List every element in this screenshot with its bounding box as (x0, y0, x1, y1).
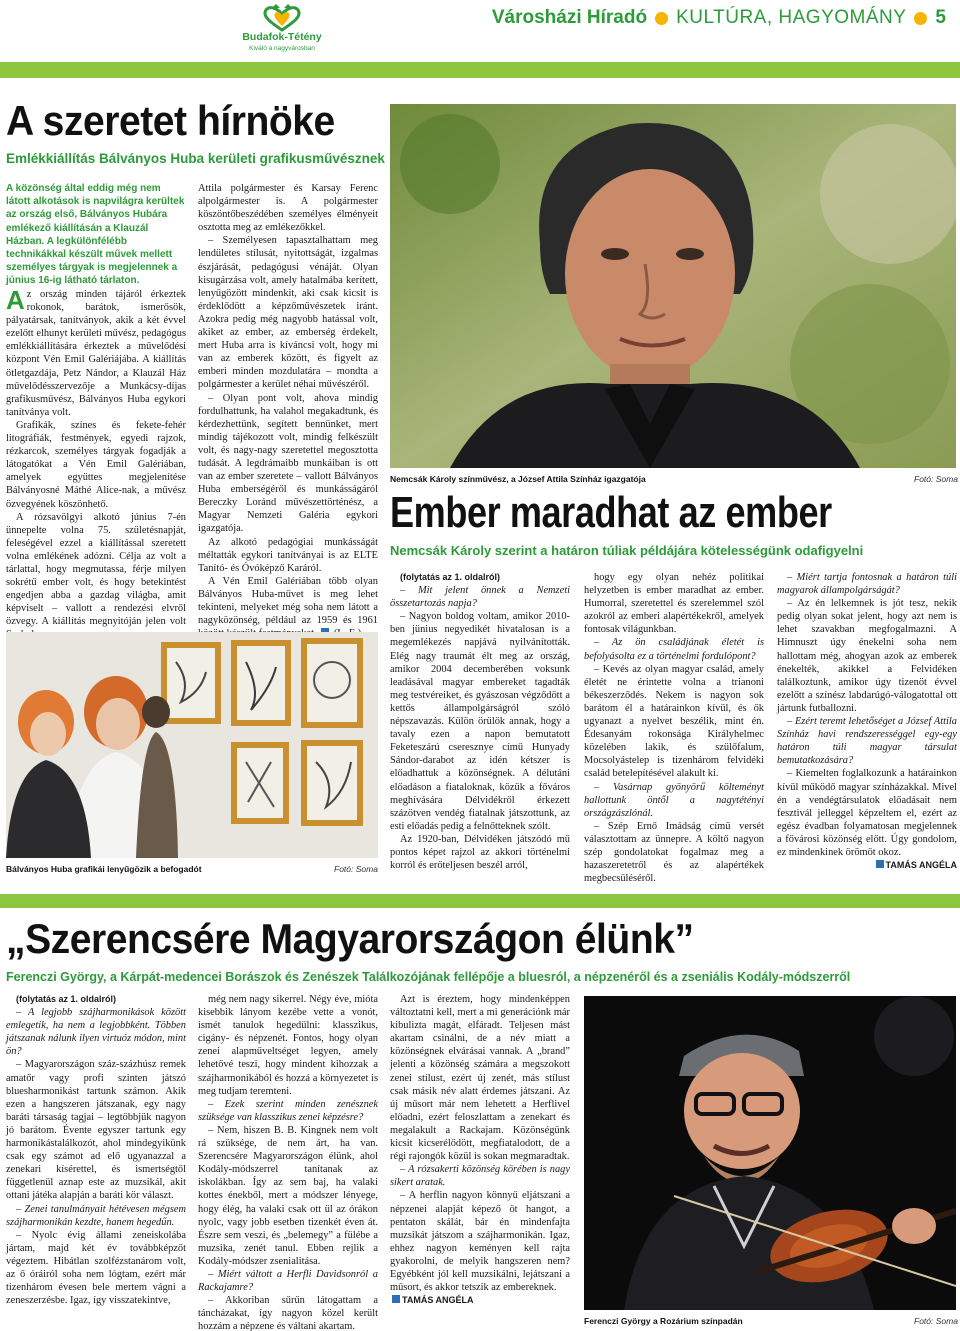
portrait-photo-credit: Fotó: Soma (914, 474, 958, 484)
article3-col3 (390, 993, 570, 1307)
page-number: 5 (935, 7, 946, 28)
article2-col3 (777, 571, 957, 872)
article2-signature: TAMÁS ANGÉLA (885, 860, 957, 871)
logo-tagline: Kiváló a nagyvárosban (249, 45, 315, 52)
article2-col2 (584, 571, 764, 885)
article1-paragraph: A rózsavölgyi alkotó június 7-én ünnepelte volna 75. születésnapját, feleségével ezzel a kiállítással szeretett volna emlékének adózni. Célja az volt a tárlattal, hogy megmutassa, férje milyen sokrétű ember volt, és hogy betekintést engedjen abba a gazdag világba, amit képviselt – vallott a rendezési elvről özvegy. A kiállítás megnyitóján jelen volt (6, 511, 186, 628)
article1-paragraph: A Vén Emil Galériában több olyan Bálványos Huba-művet is meg lehet tekinteni, melyeket még soha nem látott a nagyközönség, például az 1959 és 1961 (198, 575, 378, 640)
article1-paragraph: Attila polgármester és Karsay Ferenc alpolgármester is. A polgármester köszöntőbeszédében személyes élményeit osztotta meg az emlékezőkkel. (198, 183, 378, 234)
interview-answer: – Akkoriban sűrűn látogattam a táncházakat, így nagyon közel került hozzám a népzene és váltani akartam. (198, 1295, 378, 1331)
article1-paragraph: – Személyesen tapasztalhattam meg lendületes stílusát, nyitottságát, izgalmas észjárását, pedagógusi vénáját. Olyan kisugárzása volt, amely hatalmába kerített, lenyűgözött mindenkit, aki csak kicsit is érdeklődött a képzőművészetek iránt. Azokra pedig még nagyobb hatással volt, akiket az ember, az emberség érdekelt, mert Huba arra is kíváncsi volt, hogy mi van az emberek között, és figyelt az emberi minden mozdulatára – mondta a polgármester a kerület néhai művészéről. (198, 235, 378, 391)
portrait-photo (390, 104, 956, 468)
interview-answer: hogy egy olyan nehéz politikai helyzetben is ember maradhat az ember. Humorral, szeretettel és szerelemmel szól azokról az emberi alapértékekről, amelyek fontosak világunkban. (584, 572, 764, 636)
interview-question: – Zenei tanulmányait hétévesen mégsem szájharmonikán kezdte, hanem hegedűn. (6, 1203, 186, 1228)
interview-answer: – Nagyon boldog voltam, amikor 2010-ben jünius negyedikét hivatalosan is a megemlékezés napjává nyilvánították. Elég nagy traumát élt meg az ország, amikor 2004 decemberében voksunk leadásával magyar embereket tagadták meg testvéreiket, és gyászosan végződött a kettős állampolgárságról szóló népszavazás. Külön örülök annak, hogy a tavaly ezen a napon bemutatott Feketeszárú cseresznye című Hunyady Sándor-darabot az idén kétszer is előadhattuk a közönségnek. A délutáni előadáson a fiataloknak, közük a főváros meghívására Délvidékről érkezett százötven vendég fiatalnak játszottunk, az esti előadás pedig a felnőtteknek szólt. (390, 611, 570, 832)
interview-question: – A legjobb szájharmonikások között emlegetik, ha nem a legjobbként. Többen játszanak nálunk ilyen virtuóz módon, mint ön? (6, 1007, 186, 1058)
article1-paragraph: Az alkotó pedagógiai munkásságát méltatták egykori tanítványai is az ELTE Tanító- és Óvóképző Karáról. (198, 536, 378, 574)
article3-signature-line (390, 1294, 570, 1307)
article2-title: Ember maradhat az ember (390, 488, 832, 537)
interview-question: – A rózsakerti közönség körében is nagy sikert aratak. (390, 1164, 570, 1189)
interview-question: – Ezek szerint minden zenésznek szüksége van klasszikus zenei képzésre? (198, 1098, 378, 1123)
article3-col1 (6, 993, 186, 1307)
newspaper-name: Városházi Híradó (491, 7, 648, 28)
article2-signature-line (777, 859, 957, 872)
site-logo (232, 4, 332, 58)
portrait-photo-image (390, 104, 956, 468)
continued-note: (folytatás az 1. oldalról) (16, 994, 117, 1004)
article1-lead: A közönség által eddig még nem látott alkotások is napvilágra kerültek az ország első, Bálványos Hubára emlékező kiállításán a Klauzál Házban. A legkülönfélébb technikákkal készült művek mellett személyes tárgyak is megjelennek a június 16-ig látható tárlaton. (6, 183, 185, 287)
interview-answer: – Magyarországon száz-százhúsz remek amatőr vagy profi szinten játszó bluesharmonikást tartunk számon. Akik ezen a hangszeren játszanak, egy nagy baráti társaság tagjai – legtöbbjük nagyon jó barátom. Évente egyszer tartunk egy harmonikástalálkozót, ahol mindegyikünk csak egy számot ad elő ugyanazzal a zenekari kísérettel, és ismertségtől függetlenül aznap este az muzsikál, akit ottani játéka alapján a baráti kör választ. (6, 1059, 186, 1202)
interview-answer: – Kiemelten foglalkozunk a határainkon kívül működő magyar színházakkal. Mivel én a vendégtársulatok előadásait nem fesztivál jelleggel képzeltem el, ezért az egész évadban folyamatosan megjelennek a fővárosi közönség előtt. Úgy gondolom, ez mindenkinek örömöt okoz. (777, 768, 957, 858)
article2-subtitle: Nemcsák Károly szerint a határon túliak példájára kötelességünk odafigyelni (390, 543, 864, 558)
exhibition-photo (6, 632, 378, 858)
interview-answer: – Nem, hiszen B. B. Kingnek nem volt rá szüksége, de nem árt, ha van. Szerencsére Magyarországon élünk, ahol Kodály-módszerrel tanítanak az iskolákban. Így az sem baj, ha valaki kottes énekből, mert a módszer lényege, hogy élég, ha valaki csak ott ül az órákon nyolc, vagy jobb esetben tizenkét éven át. Észre sem veszi, és „belemegy” a fülébe a muzsika, zenét tanul. Ebben rejlik a Kodály-módszer zsenialitása. (198, 1124, 378, 1267)
dropcap: A (6, 285, 25, 315)
portrait-photo-caption: Nemcsák Károly színművész, a József Attila Színház igazgatója (390, 474, 646, 484)
section-title: KULTÚRA, HAGYOMÁNY (676, 7, 907, 28)
interview-answer: – Kevés az olyan magyar család, amely életét ne érintette volna a trianoni békeszerződés. Nekem is nagyon sok barátom él a határainkon kívül, és ők ugyanazt a nyelvet beszélik, mint én. Édesanyám rokonsága Királyhelmec közelében lakik, és szülőfalum, Mocsolyástelep is tizenhárom felvidéki család betelepítésével alakult ki. (584, 663, 764, 780)
article1-col2 (198, 182, 378, 640)
article3-title: „Szerencsére Magyarországon élünk” (6, 915, 694, 962)
interview-answer: – Nyolc évig állami zeneiskolába jártam, majd két év továbbképzőt végeztem. Hibátlan szolfézstanárom volt, az ő óráiról soha nem lógtam, ezért már tizenhárom évesen bele mertem vágni a zeneszerzésbe. Igaz, így visszatekintve, (6, 1229, 186, 1307)
exhibition-photo-caption: Bálványos Huba grafikái lenyűgözik a befogadót (6, 864, 202, 874)
interview-question: – Miért tartja fontosnak a határon túli magyarok állampolgárságát? (777, 572, 957, 597)
article1-paragraph: Az ország minden tájáról érkeztek rokonok, barátok, ismerősök, pályatársak, tanítványok, akik a két évvel ezelőtt elhunyt kerületi művész, pedagógus emlékkiállítására érkeztek a művelődési központ Vén Emil Galériájába. A kiállítás ötletgazdája, Petz Nándor, a Klauzál Ház művelődésszervezője a Munkácsy-díjas grafikusművész, Bálványos Huba egykori tanítványa volt. (6, 285, 186, 418)
interview-answer: – A herflin nagyon könnyű eljátszani a népzenei alapját képező öt hangot, a pentaton skálát, bár én mindenfajta muzsikát játszom a szájharmonikán. Igaz, ehhez nagyon keményen kell rajta gyakorolni, de melyik hangszeren nem? Egyébként jól kell muzsikálni, lejátszani a műsort, és akkor tetszik az embereknek. (390, 1190, 570, 1294)
end-mark-icon (392, 1295, 400, 1303)
musician-photo-credit: Fotó: Soma (914, 1316, 958, 1326)
article2-col1 (390, 571, 570, 872)
article1-col1 (6, 285, 186, 642)
article3-col2 (198, 993, 378, 1331)
dot-icon (914, 12, 927, 25)
interview-question: – Vasárnap gyönyörű költeményt hallottunk öntől a nagytétényi országzászlónál. (584, 781, 764, 819)
article3-signature: TAMÁS ANGÉLA (402, 1295, 474, 1306)
article1-subtitle: Emlékkiállítás Bálványos Huba kerületi grafikusművésznek (6, 151, 385, 166)
interview-answer: Az 1920-ban, Délvidéken játszódó mű pontos képet rajzol az akkori történelmi korról és erőteljesen beszél arról, (390, 833, 570, 872)
section-divider (0, 894, 960, 908)
header-divider (0, 62, 960, 78)
end-mark-icon (876, 860, 884, 868)
musician-photo-caption: Ferenczi György a Rozárium színpadán (584, 1316, 743, 1326)
interview-question: – Miért váltott a Herfli Davidsonról a Rackajamre? (198, 1268, 378, 1294)
interview-question: – Az ön családjának életét is befolyásolta ez a történelmi fordulópont? (584, 637, 764, 662)
interview-question: – Mit jelent önnek a Nemzeti összetartozás napja? (390, 585, 570, 610)
interview-answer: – Szép Ernő Imádság című versét választottam az ünnepre. A költő nagyon szép gondolatokat fogalmaz meg a hazaszeretetről és az alapértékek megbecsüléséről. (584, 820, 764, 885)
continued-note: (folytatás az 1. oldalról) (400, 572, 501, 582)
article1-paragraph: Grafikák, színes és fekete-fehér litográfiák, festmények, egyedi rajzok, rézkarcok, személyes tárgyak fogadják a látogatókat a Vén Emil Galériában, amelyek együttes megjelenítése Bálványosné Máthé Alice-nak, a művész özvegyének köszönhető. (6, 419, 186, 510)
exhibition-photo-image (6, 632, 378, 858)
dot-icon (655, 12, 668, 25)
exhibition-photo-credit: Fotó: Soma (334, 864, 378, 874)
article1-title: A szeretet hírnöke (6, 97, 335, 144)
article1-paragraph: – Olyan pont volt, ahova mindig fordulhattunk, ha valahol megakadtunk, és kérdezhettünk, segített bennünket, mert mindig tájékozott volt, mindig felkészült volt, és nagy-nagy szeretettel megosztotta tudását. A legdrámaibb munkáiban is ott van az ember szeretete – vallott Bálványos Huba emberségéről és munkásságáról Bereczky Loránd művészettörténész, a Magyar Nemzeti Galéria egykori igazgatója. (198, 392, 378, 535)
heart-logo-icon (232, 4, 332, 34)
interview-answer: – Az én lelkemnek is jót tesz, nekik pedig olyan sokat jelent, hogy azt nem is lehet szavakban megfogalmazni. A Himnuszt úgy énekelni soha nem hallottam még, ahogyan azok az emberek énekelték, akikkel a Felvidéken találkoztunk, amikor úgy tizenöt évvel ezelőtt a színész labdarúgó-válogatottal ott jártunk futballozni. (777, 598, 957, 714)
interview-answer: Azt is éreztem, hogy mindenképpen változtatni kell, mert a mi generációnk már kibulizta magát, elfáradt. Teljesen mást akartam csinálni, de a név miatt a közönségnek elvárásai vannak. A „brand” jelenti a közönség számára a megszokott zenei stílust, ezért új zenét, más stílust csak másik név alatt érdemes játszani. Az új műsort már nem lehetett a Herflivel előadni, ezért feloszlattam a zenekart és megalakult a Rackajam. Közönségünk kicsit kicserélődött, megfiatalodott, de a régi rajongók közül is sokan megmaradtak. (390, 994, 570, 1163)
article3-subtitle: Ferenczi György, a Kárpát-medencei Borászok és Zenészek Találkozójának fellépője a bluesról, a népzenéről és a zseniális Kodály-módszerről (6, 970, 851, 984)
interview-answer: még nem nagy sikerrel. Négy éve, mióta kisebbik lányom kezébe vette a vonót, ismét tanulok hegedülni: klasszikus, cigány- és népzenét. Fontos, hogy olyan zenei alapműveltséget legyen, amely lehetővé teszi, hogy mindent kihozzak a szájharmonikából és hozzá a környezetet is meg tudjam teremteni. (198, 994, 378, 1097)
logo-name: Budafok-Tétény (242, 31, 322, 43)
musician-photo (584, 996, 956, 1310)
musician-photo-image (584, 996, 956, 1310)
header-bar (492, 6, 946, 30)
interview-question: – Ezért teremt lehetőséget a József Attila Színház havi rendszerességgel egy-egy határon túli magyar társulat bemutatkozására? (777, 716, 957, 767)
